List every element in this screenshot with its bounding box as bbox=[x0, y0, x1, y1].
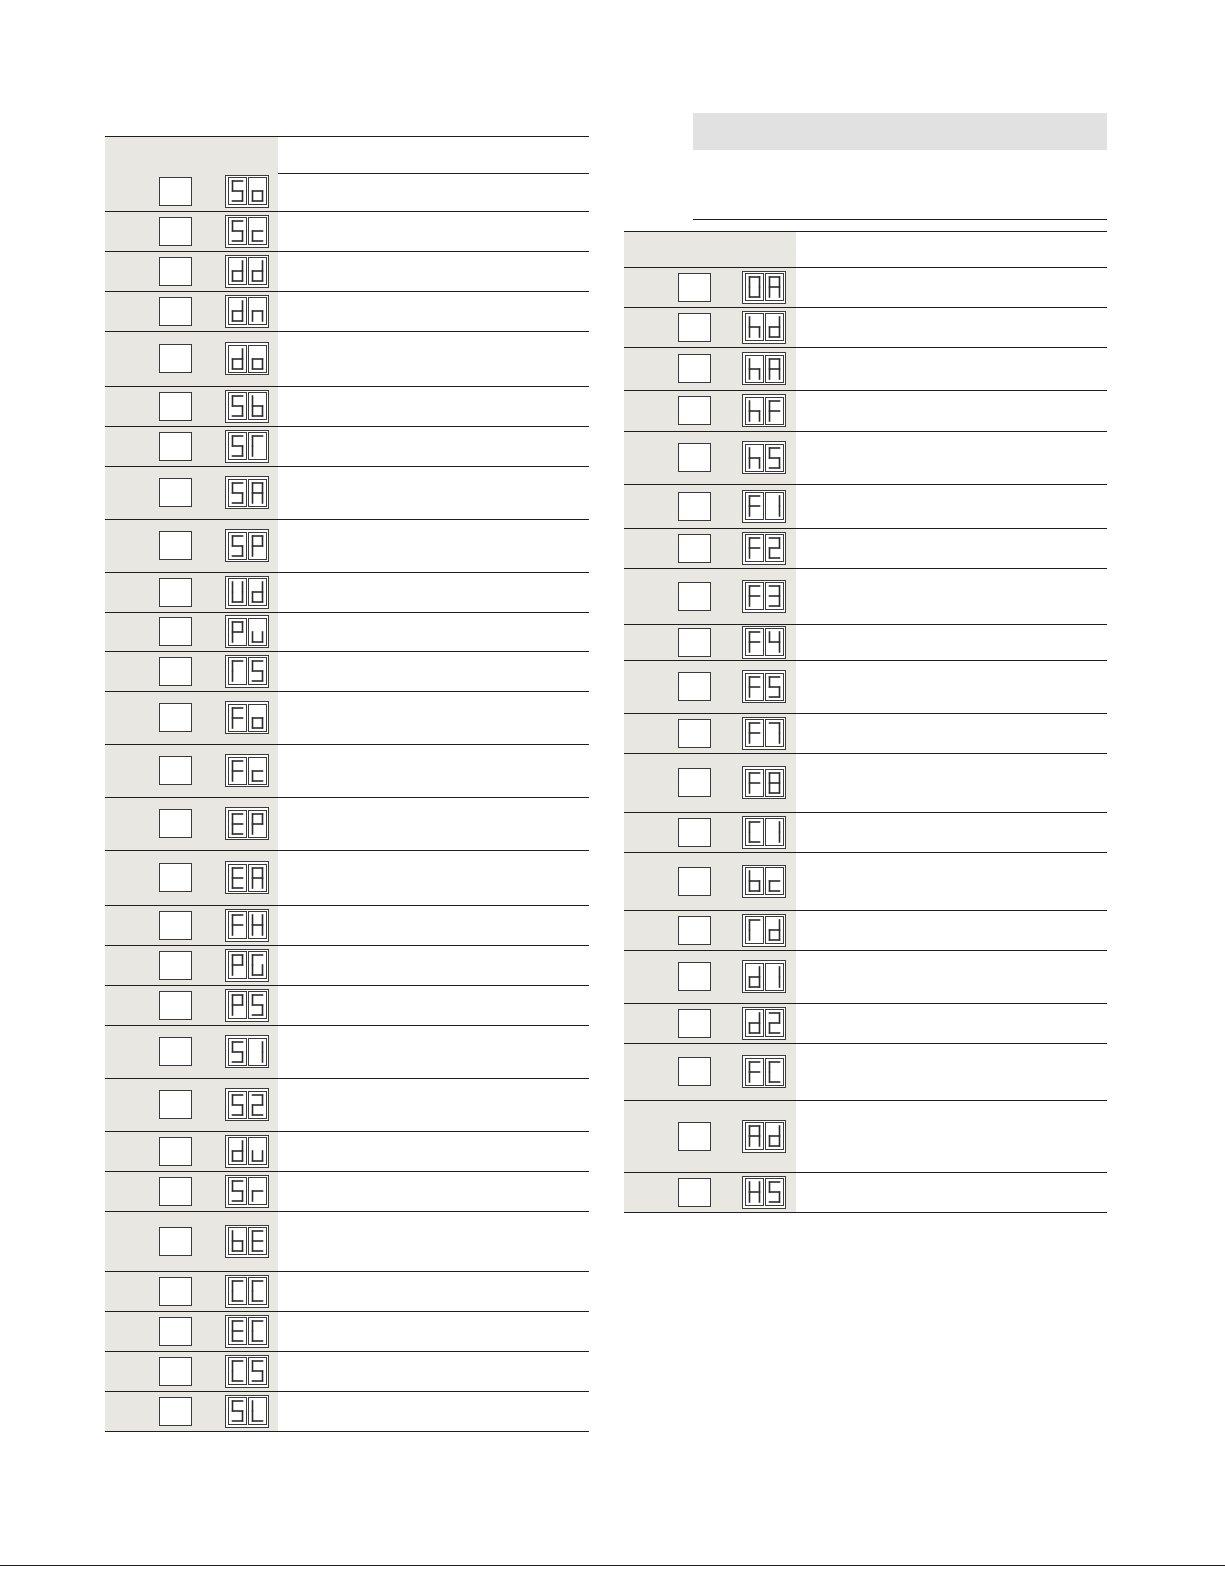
segment-digit-2 bbox=[248, 911, 267, 939]
table-row bbox=[105, 332, 589, 387]
segment-digit-2 bbox=[765, 963, 784, 991]
seven-segment-code-display bbox=[225, 529, 269, 562]
table-row bbox=[105, 692, 589, 745]
check-box[interactable] bbox=[159, 1317, 192, 1346]
segment-digit-1 bbox=[228, 757, 247, 785]
check-box[interactable] bbox=[159, 1137, 192, 1166]
table-row bbox=[624, 625, 1107, 661]
seven-segment-code-display bbox=[225, 255, 269, 288]
segment-digit-1 bbox=[745, 628, 764, 656]
segment-digit-1 bbox=[745, 534, 764, 562]
table-row bbox=[624, 853, 1107, 911]
segment-digit-2 bbox=[248, 864, 267, 892]
seven-segment-code-display bbox=[225, 1035, 269, 1068]
segment-digit-1 bbox=[745, 1058, 764, 1086]
check-box[interactable] bbox=[159, 657, 192, 686]
check-box[interactable] bbox=[678, 768, 711, 797]
check-box[interactable] bbox=[678, 396, 711, 425]
segment-digit-1 bbox=[745, 963, 764, 991]
check-box[interactable] bbox=[159, 951, 192, 980]
seven-segment-code-display bbox=[742, 394, 786, 427]
seven-segment-code-display bbox=[742, 311, 786, 344]
seven-segment-code-display bbox=[742, 580, 786, 613]
seven-segment-code-display bbox=[742, 441, 786, 474]
table-row bbox=[624, 529, 1107, 569]
table-row bbox=[624, 432, 1107, 485]
check-box[interactable] bbox=[159, 578, 192, 607]
table-row bbox=[105, 1172, 589, 1212]
table-row bbox=[624, 661, 1107, 714]
segment-digit-2 bbox=[248, 1177, 267, 1205]
check-box[interactable] bbox=[678, 818, 711, 847]
seven-segment-code-display bbox=[742, 960, 786, 993]
segment-digit-2 bbox=[765, 273, 784, 301]
seven-segment-code-display bbox=[225, 807, 269, 840]
seven-segment-code-display bbox=[225, 754, 269, 787]
segment-digit-1 bbox=[745, 916, 764, 944]
seven-segment-code-display bbox=[225, 215, 269, 248]
table-row bbox=[105, 1392, 589, 1432]
segment-digit-2 bbox=[765, 719, 784, 747]
check-box[interactable] bbox=[159, 217, 192, 246]
table-row bbox=[105, 252, 589, 292]
check-box[interactable] bbox=[678, 719, 711, 748]
seven-segment-code-display bbox=[225, 430, 269, 463]
check-box[interactable] bbox=[678, 313, 711, 342]
segment-digit-2 bbox=[248, 532, 267, 560]
seven-segment-code-display bbox=[742, 1176, 786, 1209]
segment-digit-2 bbox=[765, 1009, 784, 1037]
seven-segment-code-display bbox=[225, 175, 269, 208]
table-row bbox=[105, 172, 589, 212]
segment-digit-2 bbox=[765, 1178, 784, 1206]
right-table-header bbox=[624, 232, 1107, 268]
check-box[interactable] bbox=[159, 703, 192, 732]
table-row bbox=[624, 1101, 1107, 1173]
check-box[interactable] bbox=[159, 1177, 192, 1206]
table-row bbox=[624, 1173, 1107, 1213]
check-box[interactable] bbox=[159, 1037, 192, 1066]
check-box[interactable] bbox=[159, 531, 192, 560]
seven-segment-code-display bbox=[742, 1120, 786, 1153]
segment-digit-2 bbox=[248, 177, 267, 205]
check-box[interactable] bbox=[678, 534, 711, 563]
seven-segment-code-display bbox=[225, 1315, 269, 1348]
segment-digit-2 bbox=[248, 810, 267, 838]
check-box[interactable] bbox=[159, 1227, 192, 1256]
check-box[interactable] bbox=[678, 354, 711, 383]
check-box[interactable] bbox=[159, 297, 192, 326]
table-row bbox=[624, 348, 1107, 391]
segment-digit-1 bbox=[228, 1177, 247, 1205]
segment-digit-1 bbox=[228, 532, 247, 560]
segment-digit-1 bbox=[228, 345, 247, 373]
check-box[interactable] bbox=[159, 911, 192, 940]
segment-digit-2 bbox=[765, 818, 784, 846]
segment-digit-1 bbox=[745, 769, 764, 797]
segment-digit-1 bbox=[228, 1317, 247, 1345]
segment-digit-1 bbox=[228, 578, 247, 606]
segment-digit-2 bbox=[248, 217, 267, 245]
table-row bbox=[624, 485, 1107, 529]
segment-digit-1 bbox=[228, 297, 247, 325]
table-row bbox=[105, 851, 589, 906]
table-row bbox=[105, 1079, 589, 1132]
segment-digit-2 bbox=[248, 479, 267, 507]
segment-digit-1 bbox=[228, 1091, 247, 1119]
segment-digit-1 bbox=[745, 313, 764, 341]
segment-digit-1 bbox=[228, 1277, 247, 1305]
check-box[interactable] bbox=[159, 478, 192, 507]
check-box[interactable] bbox=[678, 962, 711, 991]
seven-segment-code-display bbox=[225, 701, 269, 734]
table-row bbox=[105, 986, 589, 1026]
table-row bbox=[105, 427, 589, 467]
seven-segment-code-display bbox=[742, 532, 786, 565]
check-box[interactable] bbox=[159, 1277, 192, 1306]
check-box[interactable] bbox=[159, 1357, 192, 1386]
table-row bbox=[105, 292, 589, 332]
check-box[interactable] bbox=[678, 273, 711, 302]
left-table-header bbox=[105, 137, 589, 174]
table-row bbox=[105, 520, 589, 573]
check-box[interactable] bbox=[678, 582, 711, 611]
segment-digit-1 bbox=[228, 217, 247, 245]
segment-digit-2 bbox=[248, 1038, 267, 1066]
check-box[interactable] bbox=[678, 1122, 711, 1151]
segment-digit-2 bbox=[765, 313, 784, 341]
seven-segment-code-display bbox=[225, 342, 269, 375]
segment-digit-2 bbox=[765, 492, 784, 520]
check-box[interactable] bbox=[678, 672, 711, 701]
seven-segment-code-display bbox=[225, 390, 269, 423]
segment-digit-1 bbox=[228, 1397, 247, 1425]
segment-digit-1 bbox=[228, 392, 247, 420]
segment-digit-2 bbox=[248, 1137, 267, 1165]
segment-digit-2 bbox=[248, 1277, 267, 1305]
segment-digit-1 bbox=[228, 864, 247, 892]
segment-digit-1 bbox=[745, 818, 764, 846]
table-row bbox=[624, 714, 1107, 754]
segment-digit-1 bbox=[745, 397, 764, 425]
table-row bbox=[105, 1132, 589, 1172]
segment-digit-1 bbox=[228, 432, 247, 460]
check-box[interactable] bbox=[678, 492, 711, 521]
segment-digit-2 bbox=[248, 1091, 267, 1119]
check-box[interactable] bbox=[159, 392, 192, 421]
segment-digit-1 bbox=[745, 673, 764, 701]
segment-digit-2 bbox=[248, 991, 267, 1019]
table-row bbox=[624, 569, 1107, 625]
table-row bbox=[624, 391, 1107, 432]
segment-digit-1 bbox=[228, 479, 247, 507]
seven-segment-code-display bbox=[225, 476, 269, 509]
segment-digit-2 bbox=[248, 704, 267, 732]
segment-digit-1 bbox=[745, 492, 764, 520]
segment-digit-2 bbox=[248, 1317, 267, 1345]
check-box[interactable] bbox=[159, 863, 192, 892]
segment-digit-2 bbox=[248, 1357, 267, 1385]
seven-segment-code-display bbox=[742, 717, 786, 750]
segment-digit-1 bbox=[228, 177, 247, 205]
seven-segment-code-display bbox=[742, 271, 786, 304]
segment-digit-1 bbox=[228, 1137, 247, 1165]
check-box[interactable] bbox=[159, 177, 192, 206]
table-row bbox=[105, 1352, 589, 1392]
right-section-title-bar bbox=[693, 113, 1107, 150]
segment-digit-1 bbox=[228, 991, 247, 1019]
table-row bbox=[624, 1044, 1107, 1101]
seven-segment-code-display bbox=[742, 352, 786, 385]
table-row bbox=[624, 268, 1107, 308]
segment-digit-1 bbox=[745, 444, 764, 472]
table-row bbox=[624, 813, 1107, 853]
segment-digit-1 bbox=[228, 657, 247, 685]
check-box[interactable] bbox=[159, 617, 192, 646]
check-box[interactable] bbox=[678, 867, 711, 896]
table-row bbox=[624, 911, 1107, 951]
segment-digit-2 bbox=[248, 392, 267, 420]
table-row bbox=[105, 1212, 589, 1272]
seven-segment-code-display bbox=[225, 1175, 269, 1208]
check-box[interactable] bbox=[159, 257, 192, 286]
check-box[interactable] bbox=[678, 443, 711, 472]
segment-digit-1 bbox=[745, 582, 764, 610]
segment-digit-2 bbox=[765, 916, 784, 944]
segment-digit-1 bbox=[228, 704, 247, 732]
segment-digit-2 bbox=[765, 1058, 784, 1086]
segment-digit-2 bbox=[248, 951, 267, 979]
table-row bbox=[624, 308, 1107, 348]
seven-segment-code-display bbox=[225, 655, 269, 688]
seven-segment-code-display bbox=[225, 909, 269, 942]
segment-digit-2 bbox=[765, 673, 784, 701]
segment-digit-2 bbox=[765, 444, 784, 472]
seven-segment-code-display bbox=[225, 1395, 269, 1428]
segment-digit-2 bbox=[765, 1122, 784, 1150]
segment-digit-2 bbox=[248, 657, 267, 685]
segment-digit-2 bbox=[765, 355, 784, 383]
seven-segment-code-display bbox=[742, 766, 786, 799]
check-box[interactable] bbox=[159, 809, 192, 838]
table-row bbox=[105, 1312, 589, 1352]
segment-digit-2 bbox=[765, 867, 784, 895]
seven-segment-code-display bbox=[225, 295, 269, 328]
seven-segment-code-display bbox=[225, 1135, 269, 1168]
seven-segment-code-display bbox=[225, 1355, 269, 1388]
table-row bbox=[624, 754, 1107, 813]
seven-segment-code-display bbox=[225, 861, 269, 894]
seven-segment-code-display bbox=[742, 626, 786, 659]
check-box[interactable] bbox=[159, 1397, 192, 1426]
check-box[interactable] bbox=[678, 1178, 711, 1207]
seven-segment-code-display bbox=[225, 949, 269, 982]
seven-segment-code-display bbox=[742, 490, 786, 523]
segment-digit-2 bbox=[765, 769, 784, 797]
segment-digit-2 bbox=[248, 757, 267, 785]
segment-digit-2 bbox=[765, 628, 784, 656]
check-box[interactable] bbox=[678, 916, 711, 945]
segment-digit-1 bbox=[228, 618, 247, 646]
segment-digit-1 bbox=[228, 1357, 247, 1385]
table-row bbox=[105, 467, 589, 520]
segment-digit-1 bbox=[745, 867, 764, 895]
segment-digit-1 bbox=[228, 911, 247, 939]
segment-digit-1 bbox=[745, 273, 764, 301]
segment-digit-2 bbox=[248, 578, 267, 606]
seven-segment-code-display bbox=[225, 1225, 269, 1258]
check-box[interactable] bbox=[159, 1090, 192, 1119]
table-row bbox=[105, 1272, 589, 1312]
page-footer-rule bbox=[0, 1565, 1225, 1566]
segment-digit-2 bbox=[248, 1227, 267, 1255]
seven-segment-code-display bbox=[742, 914, 786, 947]
segment-digit-1 bbox=[228, 810, 247, 838]
table-row bbox=[105, 1026, 589, 1079]
seven-segment-code-display bbox=[225, 989, 269, 1022]
segment-digit-2 bbox=[765, 534, 784, 562]
segment-digit-2 bbox=[765, 582, 784, 610]
right-section-rule bbox=[693, 219, 1107, 220]
segment-digit-1 bbox=[745, 719, 764, 747]
seven-segment-code-display bbox=[742, 865, 786, 898]
segment-digit-2 bbox=[248, 432, 267, 460]
segment-digit-2 bbox=[765, 397, 784, 425]
segment-digit-1 bbox=[745, 355, 764, 383]
seven-segment-code-display bbox=[742, 1055, 786, 1088]
table-row bbox=[105, 946, 589, 986]
check-box[interactable] bbox=[159, 432, 192, 461]
segment-digit-2 bbox=[248, 297, 267, 325]
table-row bbox=[105, 613, 589, 652]
segment-digit-1 bbox=[228, 951, 247, 979]
segment-digit-1 bbox=[228, 1038, 247, 1066]
seven-segment-code-display bbox=[225, 576, 269, 609]
table-row bbox=[624, 1004, 1107, 1044]
check-box[interactable] bbox=[159, 756, 192, 785]
table-row bbox=[105, 798, 589, 851]
table-row bbox=[105, 212, 589, 252]
seven-segment-code-display bbox=[225, 1088, 269, 1121]
table-row bbox=[105, 745, 589, 798]
check-box[interactable] bbox=[159, 344, 192, 373]
segment-digit-1 bbox=[228, 257, 247, 285]
seven-segment-code-display bbox=[225, 615, 269, 648]
seven-segment-code-display bbox=[742, 1007, 786, 1040]
check-box[interactable] bbox=[678, 1057, 711, 1086]
check-box[interactable] bbox=[678, 628, 711, 657]
seven-segment-code-display bbox=[742, 670, 786, 703]
table-row bbox=[624, 951, 1107, 1004]
segment-digit-2 bbox=[248, 618, 267, 646]
table-row bbox=[105, 387, 589, 427]
seven-segment-code-display bbox=[225, 1275, 269, 1308]
table-row bbox=[105, 906, 589, 946]
table-row bbox=[105, 573, 589, 613]
segment-digit-2 bbox=[248, 345, 267, 373]
segment-digit-1 bbox=[228, 1227, 247, 1255]
segment-digit-1 bbox=[745, 1009, 764, 1037]
segment-digit-2 bbox=[248, 1397, 267, 1425]
check-box[interactable] bbox=[678, 1009, 711, 1038]
seven-segment-code-display bbox=[742, 816, 786, 849]
table-row bbox=[105, 652, 589, 692]
segment-digit-1 bbox=[745, 1178, 764, 1206]
segment-digit-2 bbox=[248, 257, 267, 285]
segment-digit-1 bbox=[745, 1122, 764, 1150]
check-box[interactable] bbox=[159, 991, 192, 1020]
